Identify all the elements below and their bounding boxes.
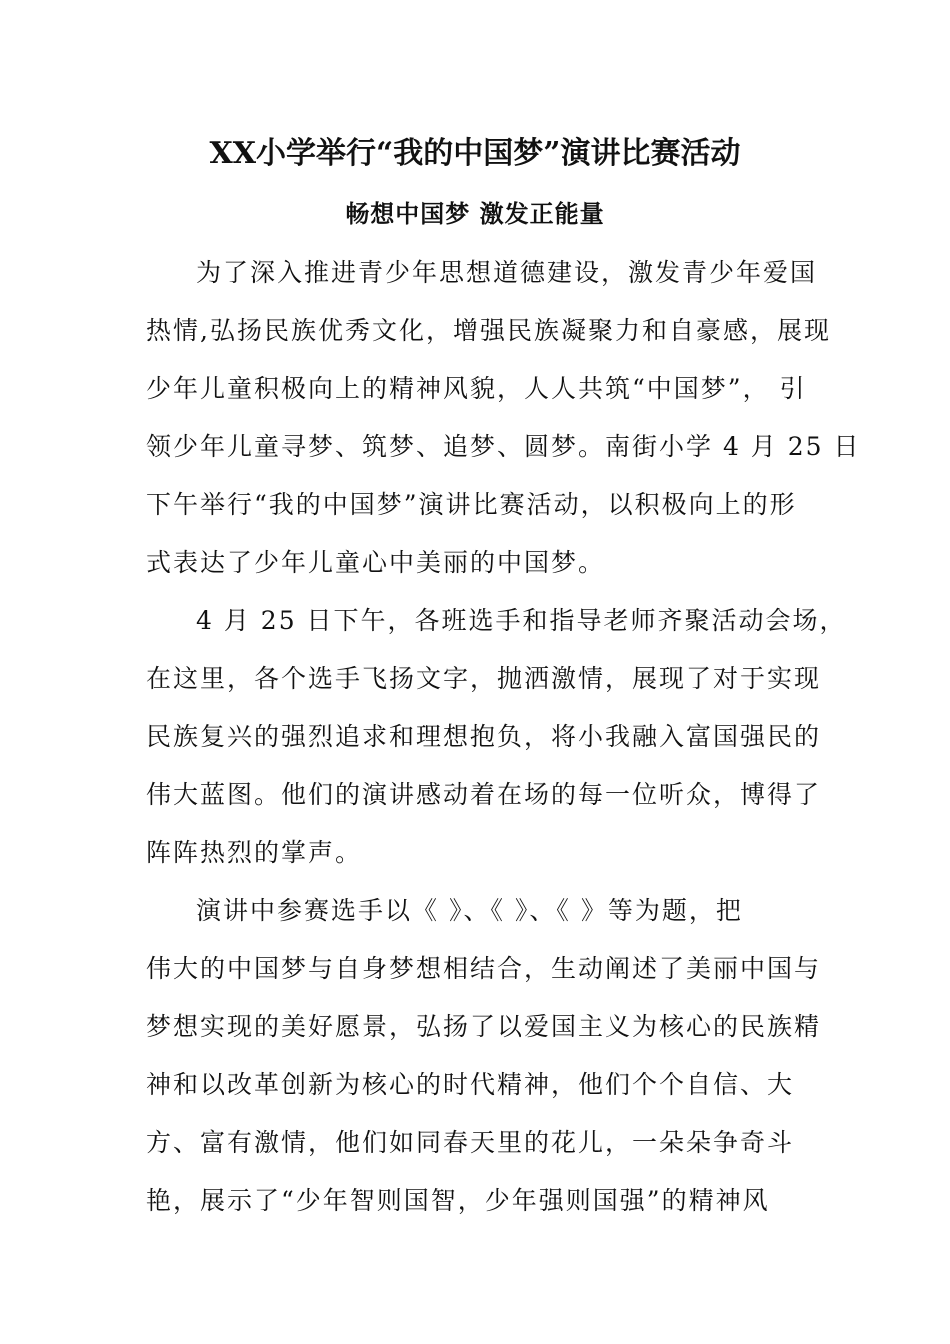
paragraph-line: 下午举行“我的中国梦”演讲比赛活动，以积极向上的形 <box>146 490 797 519</box>
paragraph-line: 方、富有激情，他们如同春天里的花儿，一朵朵争奇斗 <box>146 1128 795 1157</box>
paragraph-line: 演讲中参赛选手以《 》、《 》、《 》等为题，把 <box>196 896 743 925</box>
paragraph-line: 少年儿童积极向上的精神风貌，人人共筑“中国梦”， 引 <box>146 374 807 403</box>
paragraph-line: 艳，展示了“少年智则国智，少年强则国强”的精神风 <box>146 1186 770 1215</box>
paragraph-line: 在这里，各个选手飞扬文字，抛洒激情，展现了对于实现 <box>146 664 822 693</box>
paragraph-line: 阵阵热烈的掌声。 <box>146 838 363 867</box>
paragraph-line: 4 月 25 日下午，各班选手和指导老师齐聚活动会场， <box>196 606 847 635</box>
paragraph-line: 伟大的中国梦与自身梦想相结合，生动阐述了美丽中国与 <box>146 954 822 983</box>
paragraph-line: 热情,弘扬民族优秀文化，增强民族凝聚力和自豪感，展现 <box>146 316 831 345</box>
document-body <box>146 250 861 1236</box>
document-subtitle: 畅想中国梦 激发正能量 <box>345 199 605 228</box>
paragraph-line: 式表达了少年儿童心中美丽的中国梦。 <box>146 548 606 577</box>
paragraph-line: 为了深入推进青少年思想道德建设，激发青少年爱国 <box>196 258 818 287</box>
document-title: XX小学举行“我的中国梦”演讲比赛活动 <box>209 136 741 171</box>
paragraph-line: 梦想实现的美好愿景，弘扬了以爱国主义为核心的民族精 <box>146 1012 822 1041</box>
paragraph-line: 领少年儿童寻梦、筑梦、追梦、圆梦。南街小学 4 月 25 日 <box>146 432 861 461</box>
paragraph-line: 伟大蓝图。他们的演讲感动着在场的每一位听众，博得了 <box>146 780 822 809</box>
paragraph-line: 民族复兴的强烈追求和理想抱负，将小我融入富国强民的 <box>146 722 822 751</box>
paragraph-line: 神和以改革创新为核心的时代精神，他们个个自信、大 <box>146 1070 795 1099</box>
